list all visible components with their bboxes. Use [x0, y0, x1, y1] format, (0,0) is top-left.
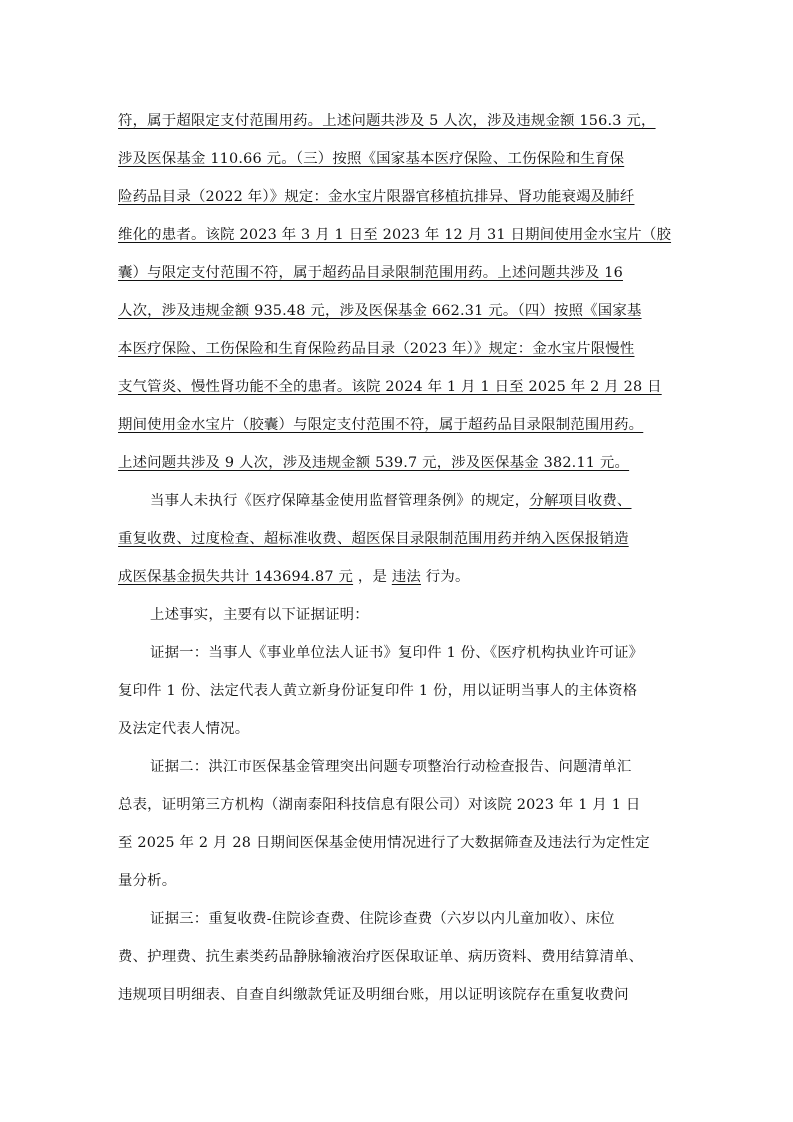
conclusion-end: 行为。 — [421, 569, 470, 585]
paragraph-line: 支气管炎、慢性肾功能不全的患者。该院 2024 年 1 月 1 日至 2025 年 2 月 28 日 — [118, 379, 662, 395]
paragraph-line: 涉及医保基金 110.66 元。（三）按照《国家基本医疗保险、工伤保险和生育保 — [118, 151, 625, 167]
evidence-3-line: 费、护理费、抗生素类药品静脉输液治疗医保取证单、病历资料、费用结算清单、 — [118, 949, 644, 965]
paragraph-line: 期间使用金水宝片（胶囊）与限定支付范围不符，属于超药品目录限制范围用药。 — [118, 417, 644, 433]
paragraph-line: 囊）与限定支付范围不符，属于超药品目录限制范围用药。上述问题共涉及 16 — [118, 265, 623, 281]
violation-type: 违法 — [391, 569, 421, 585]
evidence-2-line: 至 2025 年 2 月 28 日期间医保基金使用情况进行了大数据筛查及违法行为定性定 — [118, 835, 650, 851]
paragraph-line: 维化的患者。该院 2023 年 3 月 1 日至 2023 年 12 月 31 日期间使用金水宝片（胶 — [118, 227, 672, 243]
evidence-3-line: 违规项目明细表、自查自纠缴款凭证及明细台账，用以证明该院存在重复收费问 — [118, 987, 629, 1003]
violation-items: 分解项目收费、 — [529, 493, 632, 509]
paragraph-line: 险药品目录（2022 年）》规定：金水宝片限器官移植抗排异、肾功能衰竭及肺纤 — [118, 189, 635, 205]
evidence-1-line: 证据一：当事人《事业单位法人证书》复印件 1 份、《医疗机构执业许可证》 — [150, 645, 644, 661]
evidence-3-line: 证据三：重复收费-住院诊查费、住院诊查费（六岁以内儿童加收）、床位 — [150, 911, 615, 927]
conclusion-line-1 — [150, 491, 632, 511]
evidence-2-line: 量分析。 — [118, 873, 177, 889]
conclusion-mid: ，是 — [353, 569, 392, 585]
evidence-2-line: 证据二：洪江市医保基金管理突出问题专项整治行动检查报告、问题清单汇 — [150, 759, 632, 775]
paragraph-line: 人次，涉及违规金额 935.48 元，涉及医保基金 662.31 元。（四）按照《国家基 — [118, 303, 642, 319]
paragraph-line: 符，属于超限定支付范围用药。上述问题共涉及 5 人次，涉及违规金额 156.3 元， — [118, 113, 656, 129]
conclusion-line-3 — [118, 567, 470, 587]
conclusion-prefix: 当事人未执行《医疗保障基金使用监督管理条例》的规定， — [150, 493, 530, 509]
evidence-1-line: 及法定代表人情况。 — [118, 721, 250, 737]
paragraph-line: 本医疗保险、工伤保险和生育保险药品目录（2023 年）》规定：金水宝片限慢性 — [118, 341, 635, 357]
evidence-1-line: 复印件 1 份、法定代表人黄立新身份证复印件 1 份，用以证明当事人的主体资格 — [118, 683, 638, 699]
loss-amount: 成医保基金损失共计 143694.87 元 — [118, 569, 354, 585]
conclusion-line-2: 重复收费、过度检查、超标准收费、超医保目录限制范围用药并纳入医保报销造 — [118, 531, 629, 547]
paragraph-line: 上述问题共涉及 9 人次，涉及违规金额 539.7 元，涉及医保基金 382.11 元。 — [118, 455, 630, 471]
evidence-2-line: 总表，证明第三方机构（湖南泰阳科技信息有限公司）对该院 2023 年 1 月 1 日 — [118, 797, 641, 813]
evidence-intro: 上述事实，主要有以下证据证明： — [150, 607, 369, 623]
